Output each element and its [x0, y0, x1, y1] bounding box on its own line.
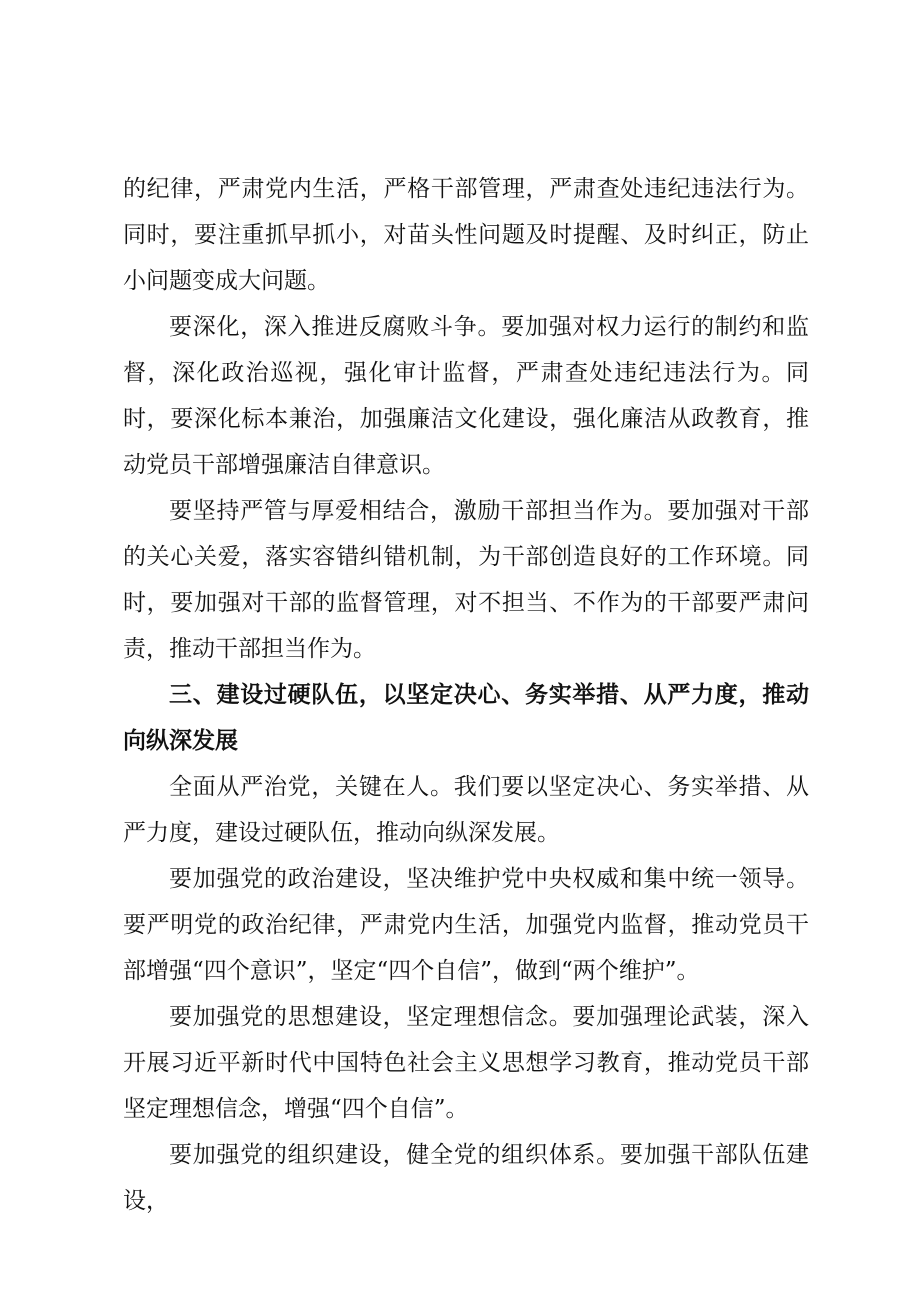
paragraph-political-building: 要加强党的政治建设，坚决维护党中央权威和集中统一领导。要严明党的政治纪律，严肃党内生活，加强党内监督，推动党员干部增强“四个意识”，坚定“四个自信”，做到“两个维护”。	[123, 866, 809, 984]
section-heading-three: 三、建设过硬队伍，以坚定决心、务实举措、从严力度，推动向纵深发展	[123, 682, 809, 754]
paragraph-key-is-people: 全面从严治党，关键在人。我们要以坚定决心、务实举措、从严力度，建设过硬队伍，推动向纵深发展。	[123, 774, 809, 846]
paragraph-organizational-building: 要加强党的组织建设，健全党的组织体系。要加强干部队伍建设，	[123, 1142, 809, 1214]
paragraph-cadre-incentive: 要坚持严管与厚爱相结合，激励干部担当作为。要加强对干部的关心关爱，落实容错纠错机制，为干部创造良好的工作环境。同时，要加强对干部的监督管理，对不担当、不作为的干部要严肃问责，推动干部担当作为。	[123, 498, 809, 662]
paragraph-continuation: 的纪律，严肃党内生活，严格干部管理，严肃查处违纪违法行为。同时，要注重抓早抓小，对苗头性问题及时提醒、及时纠正，防止小问题变成大问题。	[123, 176, 809, 294]
paragraph-anti-corruption: 要深化，深入推进反腐败斗争。要加强对权力运行的制约和监督，深化政治巡视，强化审计监督，严肃查处违纪违法行为。同时，要深化标本兼治，加强廉洁文化建设，强化廉洁从政教育，推动党员干部增强廉洁自律意识。	[123, 314, 809, 478]
document-body	[123, 166, 809, 1224]
paragraph-ideological-building: 要加强党的思想建设，坚定理想信念。要加强理论武装，深入开展习近平新时代中国特色社会主义思想学习教育，推动党员干部坚定理想信念，增强“四个自信”。	[123, 1004, 809, 1122]
